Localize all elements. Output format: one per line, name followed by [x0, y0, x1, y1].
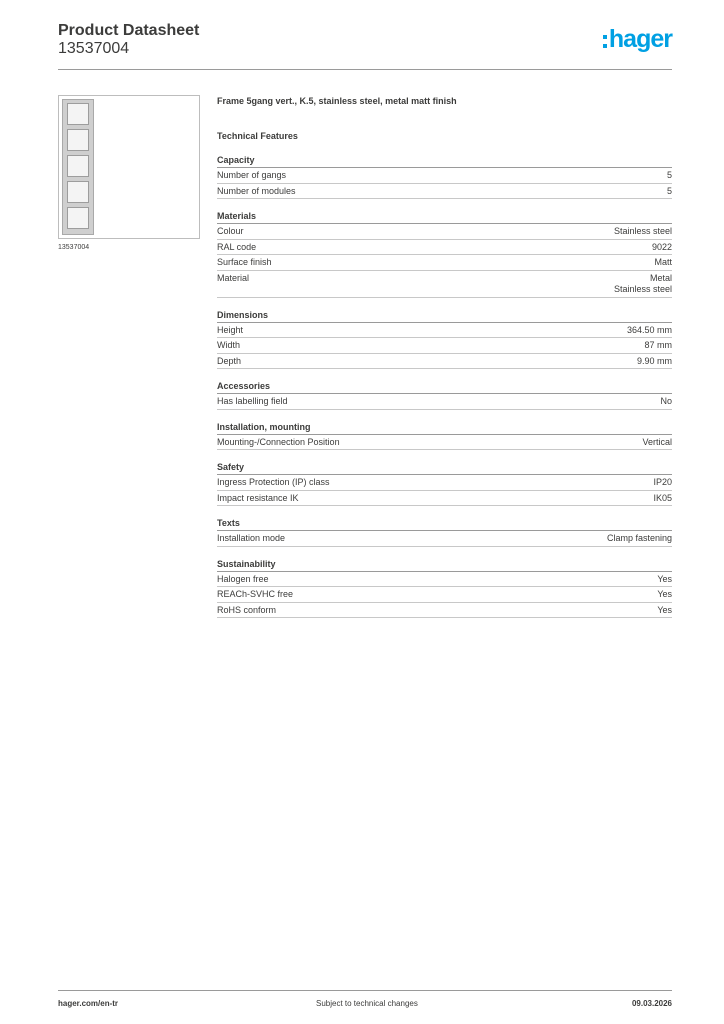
spec-label: Number of gangs [217, 170, 287, 180]
footer-note: Subject to technical changes [316, 999, 418, 1008]
spec-value-line: 87 mm [644, 340, 672, 350]
section-title: Sustainability [217, 559, 672, 572]
spec-value-line: IK05 [653, 492, 672, 503]
spec-value [614, 226, 672, 238]
spec-value-line: Yes [657, 573, 672, 584]
spec-value [653, 477, 672, 489]
spec-row [217, 354, 672, 370]
spec-section [217, 462, 672, 506]
frame-gang-cell [67, 207, 89, 229]
spec-value-line: Matt [654, 257, 672, 267]
document-title: Product Datasheet [58, 22, 200, 39]
spec-value-line: Yes [657, 589, 672, 599]
spec-label: Impact resistance IK [217, 492, 299, 503]
spec-row [217, 435, 672, 451]
spec-label: Depth [217, 355, 242, 366]
spec-label: RAL code [217, 241, 257, 252]
spec-row [217, 184, 672, 200]
spec-row [217, 491, 672, 507]
section-title: Texts [217, 518, 672, 531]
spec-value [660, 396, 672, 408]
spec-value-line: 9.90 mm [636, 355, 672, 366]
spec-section [217, 211, 672, 298]
frame-gang-cell [67, 103, 89, 125]
spec-value [657, 605, 672, 617]
spec-value [652, 242, 672, 254]
spec-row [217, 168, 672, 184]
spec-label: Width [217, 340, 241, 350]
spec-label: Mounting-/Connection Position [217, 436, 340, 447]
spec-value-line: 9022 [651, 241, 672, 252]
spec-row [217, 224, 672, 240]
product-description: Frame 5gang vert., K.5, stainless steel, metal matt finish [217, 96, 457, 106]
product-image [58, 95, 200, 239]
spec-value-line: Metal [649, 272, 672, 283]
section-title: Accessories [217, 381, 672, 394]
spec-label: Colour [217, 226, 244, 236]
spec-label: Installation mode [217, 533, 286, 543]
spec-value-line: Yes [657, 604, 672, 615]
spec-row [217, 475, 672, 491]
spec-section [217, 422, 672, 451]
frame-gang-cell [67, 181, 89, 203]
spec-value [627, 325, 672, 337]
spec-value [607, 533, 672, 545]
spec-value-line: Clamp fastening [606, 533, 672, 543]
spec-section [217, 381, 672, 410]
footer-date: 09.03.2026 [631, 999, 672, 1008]
spec-label: Has labelling field [217, 396, 288, 406]
spec-label: Halogen free [217, 573, 269, 584]
page-footer [58, 990, 672, 1015]
frame-gang-cell [67, 129, 89, 151]
spec-value [637, 356, 672, 368]
spec-label: Surface finish [217, 257, 272, 267]
spec-value [614, 273, 672, 296]
section-title: Installation, mounting [217, 422, 672, 435]
spec-value [642, 437, 672, 449]
spec-value-line: No [660, 396, 672, 406]
hager-logo [603, 26, 672, 52]
spec-row [217, 394, 672, 410]
spec-label: Material [217, 272, 250, 283]
spec-label: RoHS conform [217, 604, 277, 615]
spec-value [667, 170, 672, 182]
frame-gang-cell [67, 155, 89, 177]
section-title: Safety [217, 462, 672, 475]
section-title: Dimensions [217, 310, 672, 323]
technical-features-heading: Technical Features [217, 131, 298, 141]
spec-value-line: Vertical [642, 436, 672, 447]
spec-row [217, 531, 672, 547]
spec-section [217, 518, 672, 547]
logo-dots-icon [603, 35, 607, 48]
spec-label: Ingress Protection (IP) class [217, 477, 330, 487]
spec-row [217, 603, 672, 619]
spec-value [667, 186, 672, 198]
spec-value-line: 364.50 mm [626, 324, 672, 335]
frame-drawing [62, 99, 94, 235]
spec-section [217, 310, 672, 370]
footer-website: hager.com/en-tr [58, 999, 119, 1008]
spec-value [657, 589, 672, 601]
page-header [58, 20, 672, 70]
section-title: Materials [217, 211, 672, 224]
spec-row [217, 323, 672, 339]
spec-value-line: Stainless steel [613, 226, 672, 236]
spec-value-line: Stainless steel [613, 284, 672, 294]
image-caption: 13537004 [58, 244, 90, 251]
spec-sections [217, 155, 672, 618]
spec-label: REACh-SVHC free [217, 589, 294, 599]
spec-row [217, 587, 672, 603]
product-number: 13537004 [58, 40, 130, 57]
spec-value [644, 340, 672, 352]
spec-value [654, 257, 672, 269]
spec-row [217, 255, 672, 271]
spec-label: Number of modules [217, 185, 296, 196]
spec-value-line: 5 [666, 170, 672, 180]
spec-section [217, 559, 672, 619]
spec-value [653, 493, 672, 505]
spec-value-line: 5 [666, 185, 672, 196]
spec-value-line: IP20 [653, 477, 672, 487]
logo-text: hager [608, 25, 672, 53]
specification-content [217, 96, 672, 618]
spec-row [217, 240, 672, 256]
spec-row [217, 338, 672, 354]
spec-section [217, 155, 672, 199]
spec-row [217, 572, 672, 588]
spec-label: Height [217, 324, 244, 335]
spec-value [657, 574, 672, 586]
section-title: Capacity [217, 155, 672, 168]
spec-row [217, 271, 672, 298]
